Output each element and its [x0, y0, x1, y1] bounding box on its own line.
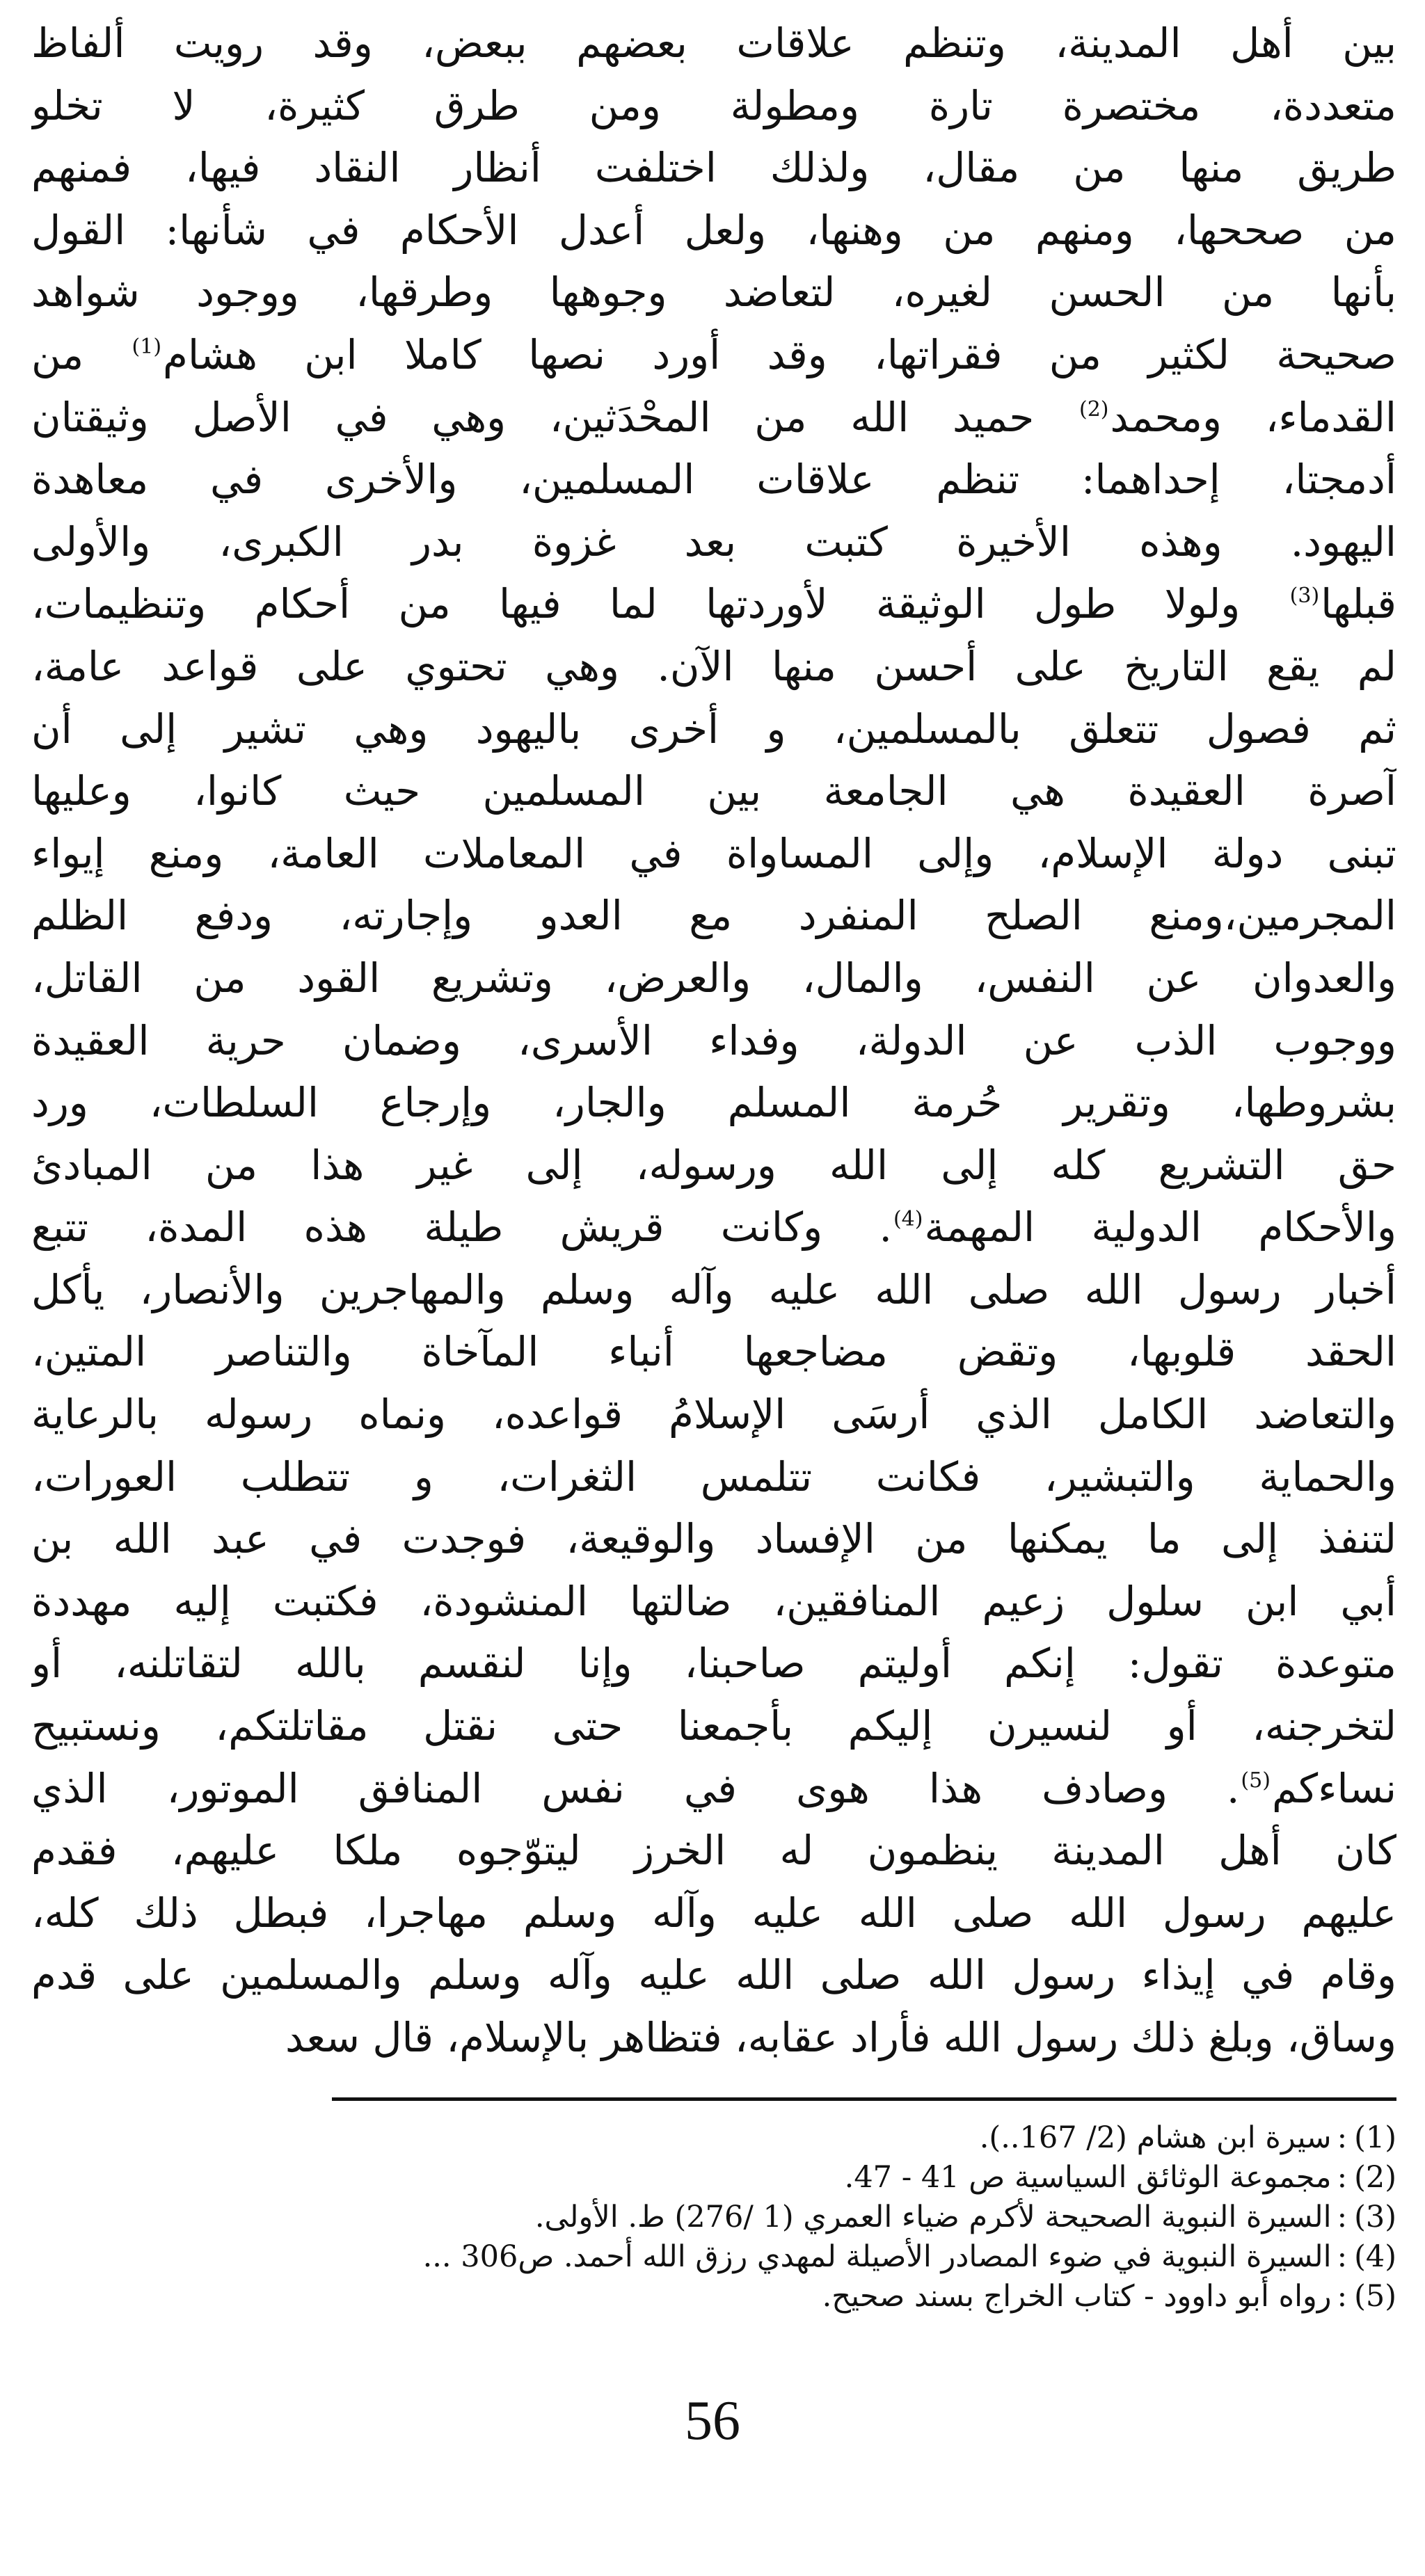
body-text-segment: من — [31, 330, 131, 378]
body-text-line — [31, 1197, 1396, 1259]
page-number: 56 — [685, 2390, 740, 2451]
body-text-segment: أبي ابن سلول زعيم المنافقين، ضالتها المنشودة، فكتبت إليه مهددة — [31, 1577, 1396, 1625]
body-text-segment: حق التشريع كله إلى الله ورسوله، إلى غير هذا من المبادئ — [31, 1141, 1396, 1189]
body-text-line — [31, 573, 1396, 636]
body-text-line — [31, 1633, 1396, 1695]
body-text-segment: بأنها من الحسن لغيره، لتعاضد وجوهها وطرقها، ووجود شواهد — [31, 269, 1396, 317]
body-text-segment: عليهم رسول الله صلى الله عليه وآله وسلم مهاجرا، فبطل ذلك كله، — [31, 1889, 1396, 1937]
body-text-segment: أدمجتا، إحداهما: تنظم علاقات المسلمين، والأخرى في معاهدة — [31, 456, 1396, 504]
body-text-line — [31, 449, 1396, 511]
body-text-segment: آصرة العقيدة هي الجامعة بين المسلمين حيث كانوا، وعليها — [31, 767, 1396, 815]
footnote-text: سيرة ابن هشام (2/ 167..). — [979, 2120, 1332, 2155]
body-text-line — [31, 137, 1396, 200]
footnote-separator-rule — [332, 2097, 1396, 2101]
footnote-separator: : — [1337, 2120, 1348, 2155]
footnote-text: السيرة النبوية الصحيحة لأكرم ضياء العمري (1 /276) ط. الأولى. — [534, 2200, 1332, 2234]
body-text-line — [31, 1758, 1396, 1821]
body-text-line — [31, 698, 1396, 761]
body-text-line — [31, 511, 1396, 574]
body-text-line — [31, 1446, 1396, 1509]
body-text-segment: ثم فصول تتعلق بالمسلمين، و أخرى باليهود وهي تشير إلى أن — [31, 705, 1396, 753]
footnote-separator: : — [1337, 2200, 1348, 2234]
body-text-line — [31, 947, 1396, 1010]
body-text-line — [31, 1010, 1396, 1073]
body-text-segment: حميد الله من المحْدَثين، وهي في الأصل وثيقتان — [31, 393, 1078, 441]
footnote-item — [31, 2237, 1396, 2277]
body-text-line — [31, 200, 1396, 262]
body-text-segment: طريق منها من مقال، ولذلك اختلفت أنظار النقاد فيها، فمنهم — [31, 144, 1396, 192]
footnote-reference: (2) — [1078, 397, 1109, 422]
body-text-segment: والتعاضد الكامل الذي أرسَى الإسلامُ قواعده، ونماه رسوله بالرعاية — [31, 1391, 1396, 1439]
footnote-text: السيرة النبوية في ضوء المصادر الأصيلة لمهدي رزق الله أحمد. ص306 ... — [422, 2239, 1332, 2274]
body-text-line — [31, 1321, 1396, 1384]
footnote-separator: : — [1337, 2239, 1348, 2274]
body-text-segment: لتخرجنه، أو لنسيرن إليكم بأجمعنا حتى نقتل مقاتلتكم، ونستبيح — [31, 1702, 1396, 1750]
footnote-reference: (1) — [132, 334, 162, 359]
body-text-segment: ولولا طول الوثيقة لأوردتها لما فيها من أحكام وتنظيمات، — [31, 580, 1289, 628]
body-text-segment: قبلها — [1321, 580, 1396, 628]
body-text-line — [31, 760, 1396, 823]
body-text-segment: والعدوان عن النفس، والمال، والعرض، وتشريع القود من القاتل، — [31, 954, 1396, 1002]
body-text-line — [31, 636, 1396, 698]
body-text-segment: وساق، وبلغ ذلك رسول الله فأراد عقابه، فتظاهر بالإسلام، قال سعد — [285, 2014, 1396, 2061]
body-text-segment: تبنى دولة الإسلام، وإلى المساواة في المعاملات العامة، ومنع إيواء — [31, 829, 1396, 877]
footnote-number: (1) — [1354, 2120, 1396, 2155]
footnote-text: مجموعة الوثائق السياسية ص 41 - 47. — [844, 2160, 1332, 2195]
body-text-segment: بين أهل المدينة، وتنظم علاقات بعضهم ببعض، وقد رويت ألفاظ — [31, 19, 1396, 67]
body-text-segment: أخبار رسول الله صلى الله عليه وآله وسلم والمهاجرين والأنصار، يأكل — [31, 1265, 1396, 1313]
body-text-line — [31, 1820, 1396, 1882]
footnotes-section — [31, 2118, 1396, 2317]
body-text-segment: اليهود. وهذه الأخيرة كتبت بعد غزوة بدر الكبرى، والأولى — [31, 518, 1396, 566]
body-text-line — [31, 387, 1396, 449]
footnote-number: (5) — [1354, 2279, 1396, 2314]
footnote-reference: (5) — [1241, 1768, 1271, 1793]
body-text-line — [31, 324, 1396, 387]
body-text-line — [31, 1882, 1396, 1945]
body-text-line — [31, 1695, 1396, 1758]
footnote-item — [31, 2198, 1396, 2237]
footnote-number: (4) — [1354, 2239, 1396, 2274]
body-text-line — [31, 885, 1396, 947]
body-text-line — [31, 75, 1396, 138]
body-text-segment: كان أهل المدينة ينظمون له الخرز ليتوّجوه ملكا عليهم، فقدم — [31, 1827, 1396, 1875]
footnote-number: (2) — [1354, 2160, 1396, 2195]
main-text-body — [31, 13, 1396, 2070]
body-text-segment: الحقد قلوبها، وتقض مضاجعها أنباء المآخاة والتناصر المتين، — [31, 1328, 1396, 1376]
body-text-line — [31, 1072, 1396, 1135]
footnote-item — [31, 2277, 1396, 2317]
body-text-segment: ووجوب الذب عن الدولة، وفداء الأسرى، وضمان حرية العقيدة — [31, 1016, 1396, 1064]
body-text-segment: متعددة، مختصرة تارة ومطولة ومن طرق كثيرة، لا تخلو — [31, 81, 1396, 129]
footnote-item — [31, 2158, 1396, 2198]
body-text-segment: لتنفذ إلى ما يمكنها من الإفساد والوقيعة، فوجدت في عبد الله بن — [31, 1515, 1396, 1563]
body-text-segment: والحماية والتبشير، فكانت تتلمس الثغرات، و تتطلب العورات، — [31, 1453, 1396, 1501]
body-text-segment: بشروطها، وتقرير حُرمة المسلم والجار، وإرجاع السلطات، ورد — [31, 1079, 1396, 1127]
body-text-segment: لم يقع التاريخ على أحسن منها الآن. وهي تحتوي على قواعد عامة، — [31, 642, 1396, 690]
body-text-segment: نساءكم — [1271, 1764, 1396, 1812]
body-text-segment: والأحكام الدولية المهمة — [924, 1203, 1396, 1251]
body-text-line — [31, 1571, 1396, 1633]
body-text-segment: . وكانت قريش طيلة هذه المدة، تتبع — [31, 1203, 892, 1251]
body-text-segment: وقام في إيذاء رسول الله صلى الله عليه وآله وسلم والمسلمين على قدم — [31, 1951, 1396, 1999]
body-text-segment: صحيحة لكثير من فقراتها، وقد أورد نصها كاملا ابن هشام — [163, 330, 1396, 378]
body-text-segment: من صححها، ومنهم من وهنها، ولعل أعدل الأحكام في شأنها: القول — [31, 206, 1396, 254]
body-text-line — [31, 823, 1396, 886]
body-text-line — [31, 1384, 1396, 1446]
body-text-segment: . وصادف هذا هوى في نفس المنافق الموتور، الذي — [31, 1764, 1240, 1812]
body-text-line — [31, 1944, 1396, 2007]
body-text-line — [31, 1135, 1396, 1197]
footnote-text: رواه أبو داوود - كتاب الخراج بسند صحيح. — [822, 2279, 1332, 2314]
body-text-line — [31, 2007, 1396, 2070]
body-text-line — [31, 262, 1396, 324]
footnote-separator: : — [1337, 2279, 1348, 2314]
body-text-line — [31, 1508, 1396, 1571]
body-text-segment: متوعدة تقول: إنكم أوليتم صاحبنا، وإنا لنقسم بالله لتقاتلنه، أو — [31, 1640, 1396, 1688]
footnote-separator: : — [1337, 2160, 1348, 2195]
footnote-reference: (4) — [893, 1207, 923, 1232]
body-text-segment: المجرمين،ومنع الصلح المنفرد مع العدو وإجارته، ودفع الظلم — [31, 892, 1396, 940]
body-text-segment: القدماء، ومحمد — [1110, 393, 1396, 441]
footnote-number: (3) — [1354, 2200, 1396, 2234]
body-text-line — [31, 13, 1396, 75]
footnote-item — [31, 2118, 1396, 2158]
footnote-reference: (3) — [1289, 584, 1320, 609]
body-text-line — [31, 1259, 1396, 1322]
